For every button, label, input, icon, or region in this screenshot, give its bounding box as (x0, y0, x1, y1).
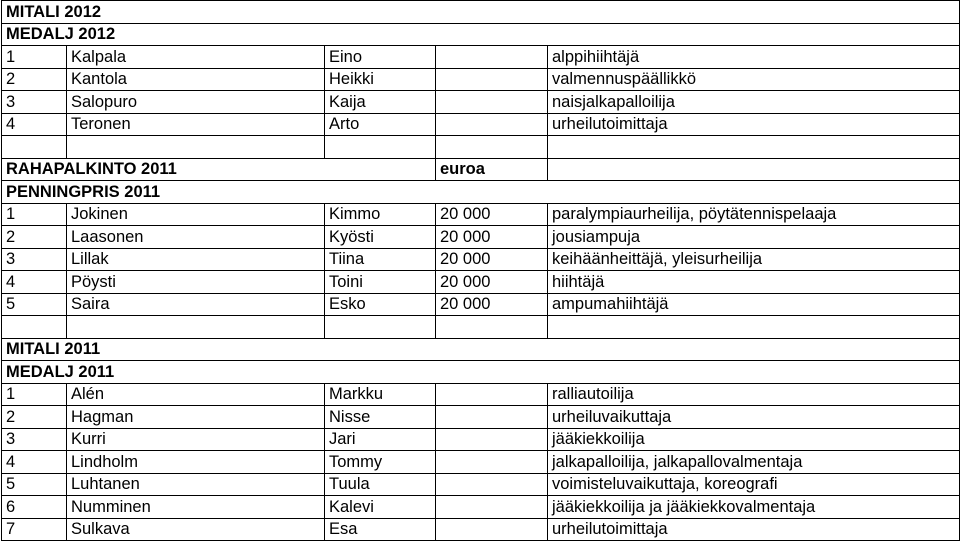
cell-number[interactable]: 7 (2, 518, 67, 541)
cell-description[interactable]: keihäänheittäjä, yleisurheilija (548, 248, 960, 271)
cell-amount[interactable]: 20 000 (436, 248, 548, 271)
empty-cell[interactable] (325, 316, 436, 339)
table-row (2, 203, 960, 226)
empty-row (2, 136, 960, 159)
table-row (2, 428, 960, 451)
cell-lastname[interactable]: Teronen (67, 113, 325, 136)
cell-amount[interactable] (436, 383, 548, 406)
table-row (2, 271, 960, 294)
cell-number[interactable]: 2 (2, 68, 67, 91)
empty-cell[interactable] (436, 316, 548, 339)
cell-firstname[interactable]: Arto (325, 113, 436, 136)
empty-row (2, 316, 960, 339)
cell-number[interactable]: 5 (2, 293, 67, 316)
cell-number[interactable]: 4 (2, 113, 67, 136)
cell-number[interactable]: 1 (2, 46, 67, 69)
cell-description[interactable]: urheiluvaikuttaja (548, 406, 960, 429)
cell-firstname[interactable]: Jari (325, 428, 436, 451)
table-row (2, 518, 960, 541)
cell-lastname[interactable]: Saira (67, 293, 325, 316)
cell-lastname[interactable]: Kalpala (67, 46, 325, 69)
cell-amount[interactable]: 20 000 (436, 226, 548, 249)
cell-description[interactable]: jääkiekkoilija (548, 428, 960, 451)
cell-firstname[interactable]: Esko (325, 293, 436, 316)
cell-lastname[interactable]: Kurri (67, 428, 325, 451)
cell-amount[interactable] (436, 113, 548, 136)
cell-lastname[interactable]: Pöysti (67, 271, 325, 294)
cell-number[interactable]: 4 (2, 271, 67, 294)
cell-lastname[interactable]: Hagman (67, 406, 325, 429)
cell-description[interactable]: ampumahiihtäjä (548, 293, 960, 316)
cell-amount[interactable] (436, 473, 548, 496)
cell-number[interactable]: 3 (2, 248, 67, 271)
section-title[interactable]: MITALI 2012 (2, 1, 960, 24)
cell-amount[interactable] (436, 91, 548, 114)
cell-description[interactable]: valmennuspäällikkö (548, 68, 960, 91)
cell-amount[interactable] (436, 46, 548, 69)
cell-number[interactable]: 6 (2, 496, 67, 519)
section-subtitle-row (2, 361, 960, 384)
cell-description[interactable]: jalkapalloilija, jalkapallovalmentaja (548, 451, 960, 474)
section-subtitle[interactable]: MEDALJ 2012 (2, 23, 960, 46)
section-title-row (2, 158, 960, 181)
table-row (2, 46, 960, 69)
cell-lastname[interactable]: Lillak (67, 248, 325, 271)
section-title[interactable]: RAHAPALKINTO 2011 (2, 158, 436, 181)
cell-firstname[interactable]: Toini (325, 271, 436, 294)
cell-amount[interactable] (436, 68, 548, 91)
cell-firstname[interactable]: Tiina (325, 248, 436, 271)
cell-firstname[interactable]: Nisse (325, 406, 436, 429)
cell-lastname[interactable]: Kantola (67, 68, 325, 91)
cell-firstname[interactable]: Tommy (325, 451, 436, 474)
cell-description[interactable]: naisjalkapalloilija (548, 91, 960, 114)
cell-description[interactable]: alppihiihtäjä (548, 46, 960, 69)
table-row (2, 91, 960, 114)
empty-cell[interactable] (548, 136, 960, 159)
cell-number[interactable]: 3 (2, 91, 67, 114)
cell-amount[interactable]: 20 000 (436, 271, 548, 294)
empty-cell[interactable] (325, 136, 436, 159)
cell-number[interactable]: 1 (2, 383, 67, 406)
cell-firstname[interactable]: Eino (325, 46, 436, 69)
cell-number[interactable]: 2 (2, 226, 67, 249)
cell-number[interactable]: 5 (2, 473, 67, 496)
section-subtitle-row (2, 23, 960, 46)
table-row (2, 226, 960, 249)
spreadsheet-table (1, 0, 960, 541)
cell-description[interactable]: urheilutoimittaja (548, 113, 960, 136)
cell-description[interactable]: urheilutoimittaja (548, 518, 960, 541)
cell-description[interactable]: jousiampuja (548, 226, 960, 249)
cell-lastname[interactable]: Laasonen (67, 226, 325, 249)
cell-description[interactable]: ralliautoilija (548, 383, 960, 406)
cell-lastname[interactable]: Sulkava (67, 518, 325, 541)
table-row (2, 113, 960, 136)
cell-lastname[interactable]: Salopuro (67, 91, 325, 114)
empty-cell[interactable] (548, 158, 960, 181)
empty-cell[interactable] (67, 136, 325, 159)
table-row (2, 293, 960, 316)
section-title[interactable]: MITALI 2011 (2, 338, 960, 361)
cell-lastname[interactable]: Lindholm (67, 451, 325, 474)
table-row (2, 473, 960, 496)
cell-amount[interactable]: 20 000 (436, 293, 548, 316)
table-row (2, 68, 960, 91)
cell-firstname[interactable]: Heikki (325, 68, 436, 91)
cell-firstname[interactable]: Kaija (325, 91, 436, 114)
cell-lastname[interactable]: Alén (67, 383, 325, 406)
cell-amount[interactable] (436, 428, 548, 451)
empty-cell[interactable] (436, 136, 548, 159)
cell-number[interactable]: 1 (2, 203, 67, 226)
cell-firstname[interactable]: Esa (325, 518, 436, 541)
empty-cell[interactable] (2, 136, 67, 159)
section-subtitle-row (2, 181, 960, 204)
empty-cell[interactable] (548, 316, 960, 339)
table-row (2, 451, 960, 474)
cell-number[interactable]: 4 (2, 451, 67, 474)
cell-lastname[interactable]: Numminen (67, 496, 325, 519)
cell-description[interactable]: jääkiekkoilija ja jääkiekkovalmentaja (548, 496, 960, 519)
cell-firstname[interactable]: Kyösti (325, 226, 436, 249)
cell-number[interactable]: 2 (2, 406, 67, 429)
table-row (2, 406, 960, 429)
cell-description[interactable]: paralympiaurheilija, pöytätennispelaaja (548, 203, 960, 226)
cell-firstname[interactable]: Tuula (325, 473, 436, 496)
cell-amount[interactable] (436, 518, 548, 541)
cell-firstname[interactable]: Markku (325, 383, 436, 406)
table-row (2, 248, 960, 271)
cell-amount[interactable] (436, 406, 548, 429)
cell-amount[interactable] (436, 496, 548, 519)
cell-number[interactable]: 3 (2, 428, 67, 451)
section-subtitle[interactable]: PENNINGPRIS 2011 (2, 181, 960, 204)
cell-amount[interactable]: 20 000 (436, 203, 548, 226)
cell-description[interactable]: hiihtäjä (548, 271, 960, 294)
currency-header[interactable]: euroa (436, 158, 548, 181)
cell-lastname[interactable]: Jokinen (67, 203, 325, 226)
section-subtitle[interactable]: MEDALJ 2011 (2, 361, 960, 384)
empty-cell[interactable] (2, 316, 67, 339)
cell-firstname[interactable]: Kalevi (325, 496, 436, 519)
empty-cell[interactable] (67, 316, 325, 339)
cell-amount[interactable] (436, 451, 548, 474)
section-title-row (2, 338, 960, 361)
table-row (2, 496, 960, 519)
cell-firstname[interactable]: Kimmo (325, 203, 436, 226)
table-row (2, 383, 960, 406)
cell-description[interactable]: voimisteluvaikuttaja, koreografi (548, 473, 960, 496)
section-title-row (2, 1, 960, 24)
cell-lastname[interactable]: Luhtanen (67, 473, 325, 496)
